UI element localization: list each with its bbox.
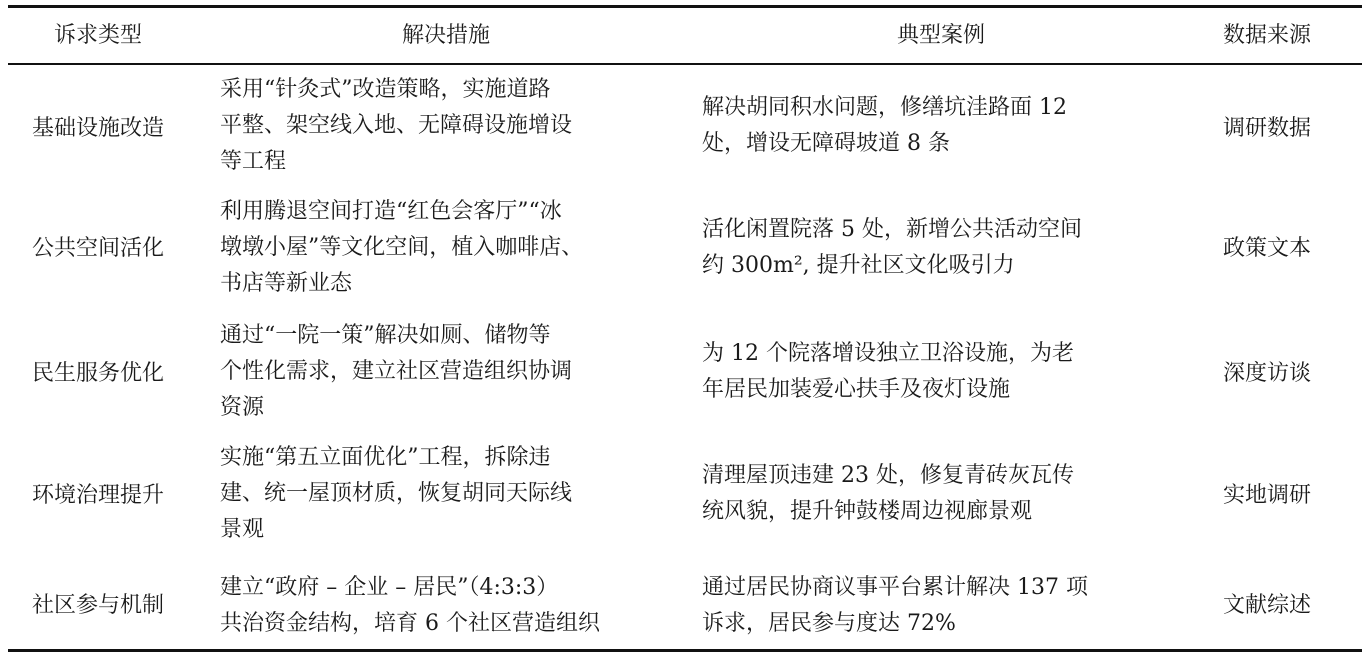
case-cell (702, 336, 1172, 408)
case-line: 统风貌，提升钟鼓楼周边视廊景观 (702, 499, 1033, 524)
case-line: 约 300m², 提升社区文化吸引力 (702, 253, 1015, 278)
measure-line: 景观 (220, 517, 265, 542)
measure-line: 通过“一院一策”解决如厕、储物等 (220, 323, 551, 348)
measure-line: 建立“政府 – 企业 – 居民”（4:3:3） (220, 575, 559, 600)
data-source-cell: 文献综述 (1222, 593, 1311, 618)
header-data-source: 数据来源 (1222, 22, 1311, 48)
case-line: 通过居民协商议事平台累计解决 137 项 (702, 575, 1088, 600)
case-line: 为 12 个院落增设独立卫浴设施，为老 (702, 341, 1074, 366)
measure-line: 建、统一屋顶材质，恢复胡同天际线 (220, 481, 573, 506)
case-line: 活化闲置院落 5 处，新增公共活动空间 (702, 217, 1082, 242)
measure-cell (220, 318, 682, 426)
table-header-rule (8, 63, 1362, 65)
measure-cell (220, 72, 682, 180)
case-line: 诉求，居民参与度达 72% (702, 611, 956, 636)
measure-line: 平整、架空线入地、无障碍设施增设 (220, 113, 573, 138)
measure-line: 利用腾退空间打造“红色会客厅”“冰 (220, 199, 562, 224)
case-cell (702, 570, 1172, 642)
data-source-cell: 深度访谈 (1222, 361, 1311, 386)
data-source-cell: 实地调研 (1222, 483, 1311, 508)
case-line: 解决胡同积水问题，修缮坑洼路面 12 (702, 95, 1067, 120)
case-line: 清理屋顶违建 23 处，修复青砖灰瓦传 (702, 463, 1074, 488)
case-line: 处，增设无障碍坡道 8 条 (702, 131, 950, 156)
demand-type-cell: 社区参与机制 (32, 593, 165, 618)
demand-type-cell: 民生服务优化 (32, 361, 165, 386)
demand-type-cell: 基础设施改造 (32, 116, 165, 141)
measure-line: 个性化需求，建立社区营造组织协调 (220, 359, 573, 384)
demand-type-cell: 环境治理提升 (32, 483, 165, 508)
measure-cell (220, 440, 682, 548)
measure-line: 资源 (220, 395, 265, 420)
case-cell (702, 212, 1172, 284)
data-source-cell: 政策文本 (1222, 236, 1311, 261)
header-measures: 解决措施 (401, 22, 490, 48)
case-cell (702, 90, 1172, 162)
header-typical-case: 典型案例 (896, 22, 985, 48)
measure-line: 采用“针灸式”改造策略，实施道路 (220, 77, 551, 102)
case-line: 年居民加装爱心扶手及夜灯设施 (702, 377, 1011, 402)
measure-line: 共治资金结构，培育 6 个社区营造组织 (220, 611, 600, 636)
case-cell (702, 458, 1172, 530)
header-demand-type: 诉求类型 (53, 22, 142, 48)
measure-line: 书店等新业态 (220, 271, 353, 296)
measure-line: 墩墩小屋”等文化空间，植入咖啡店、 (220, 235, 584, 260)
measure-cell (220, 194, 682, 302)
measure-line: 等工程 (220, 149, 287, 174)
demand-type-cell: 公共空间活化 (32, 236, 165, 261)
data-source-cell: 调研数据 (1222, 116, 1311, 141)
table-bottom-rule (8, 649, 1362, 652)
measure-line: 实施“第五立面优化”工程，拆除违 (220, 445, 551, 470)
measure-cell (220, 570, 682, 642)
